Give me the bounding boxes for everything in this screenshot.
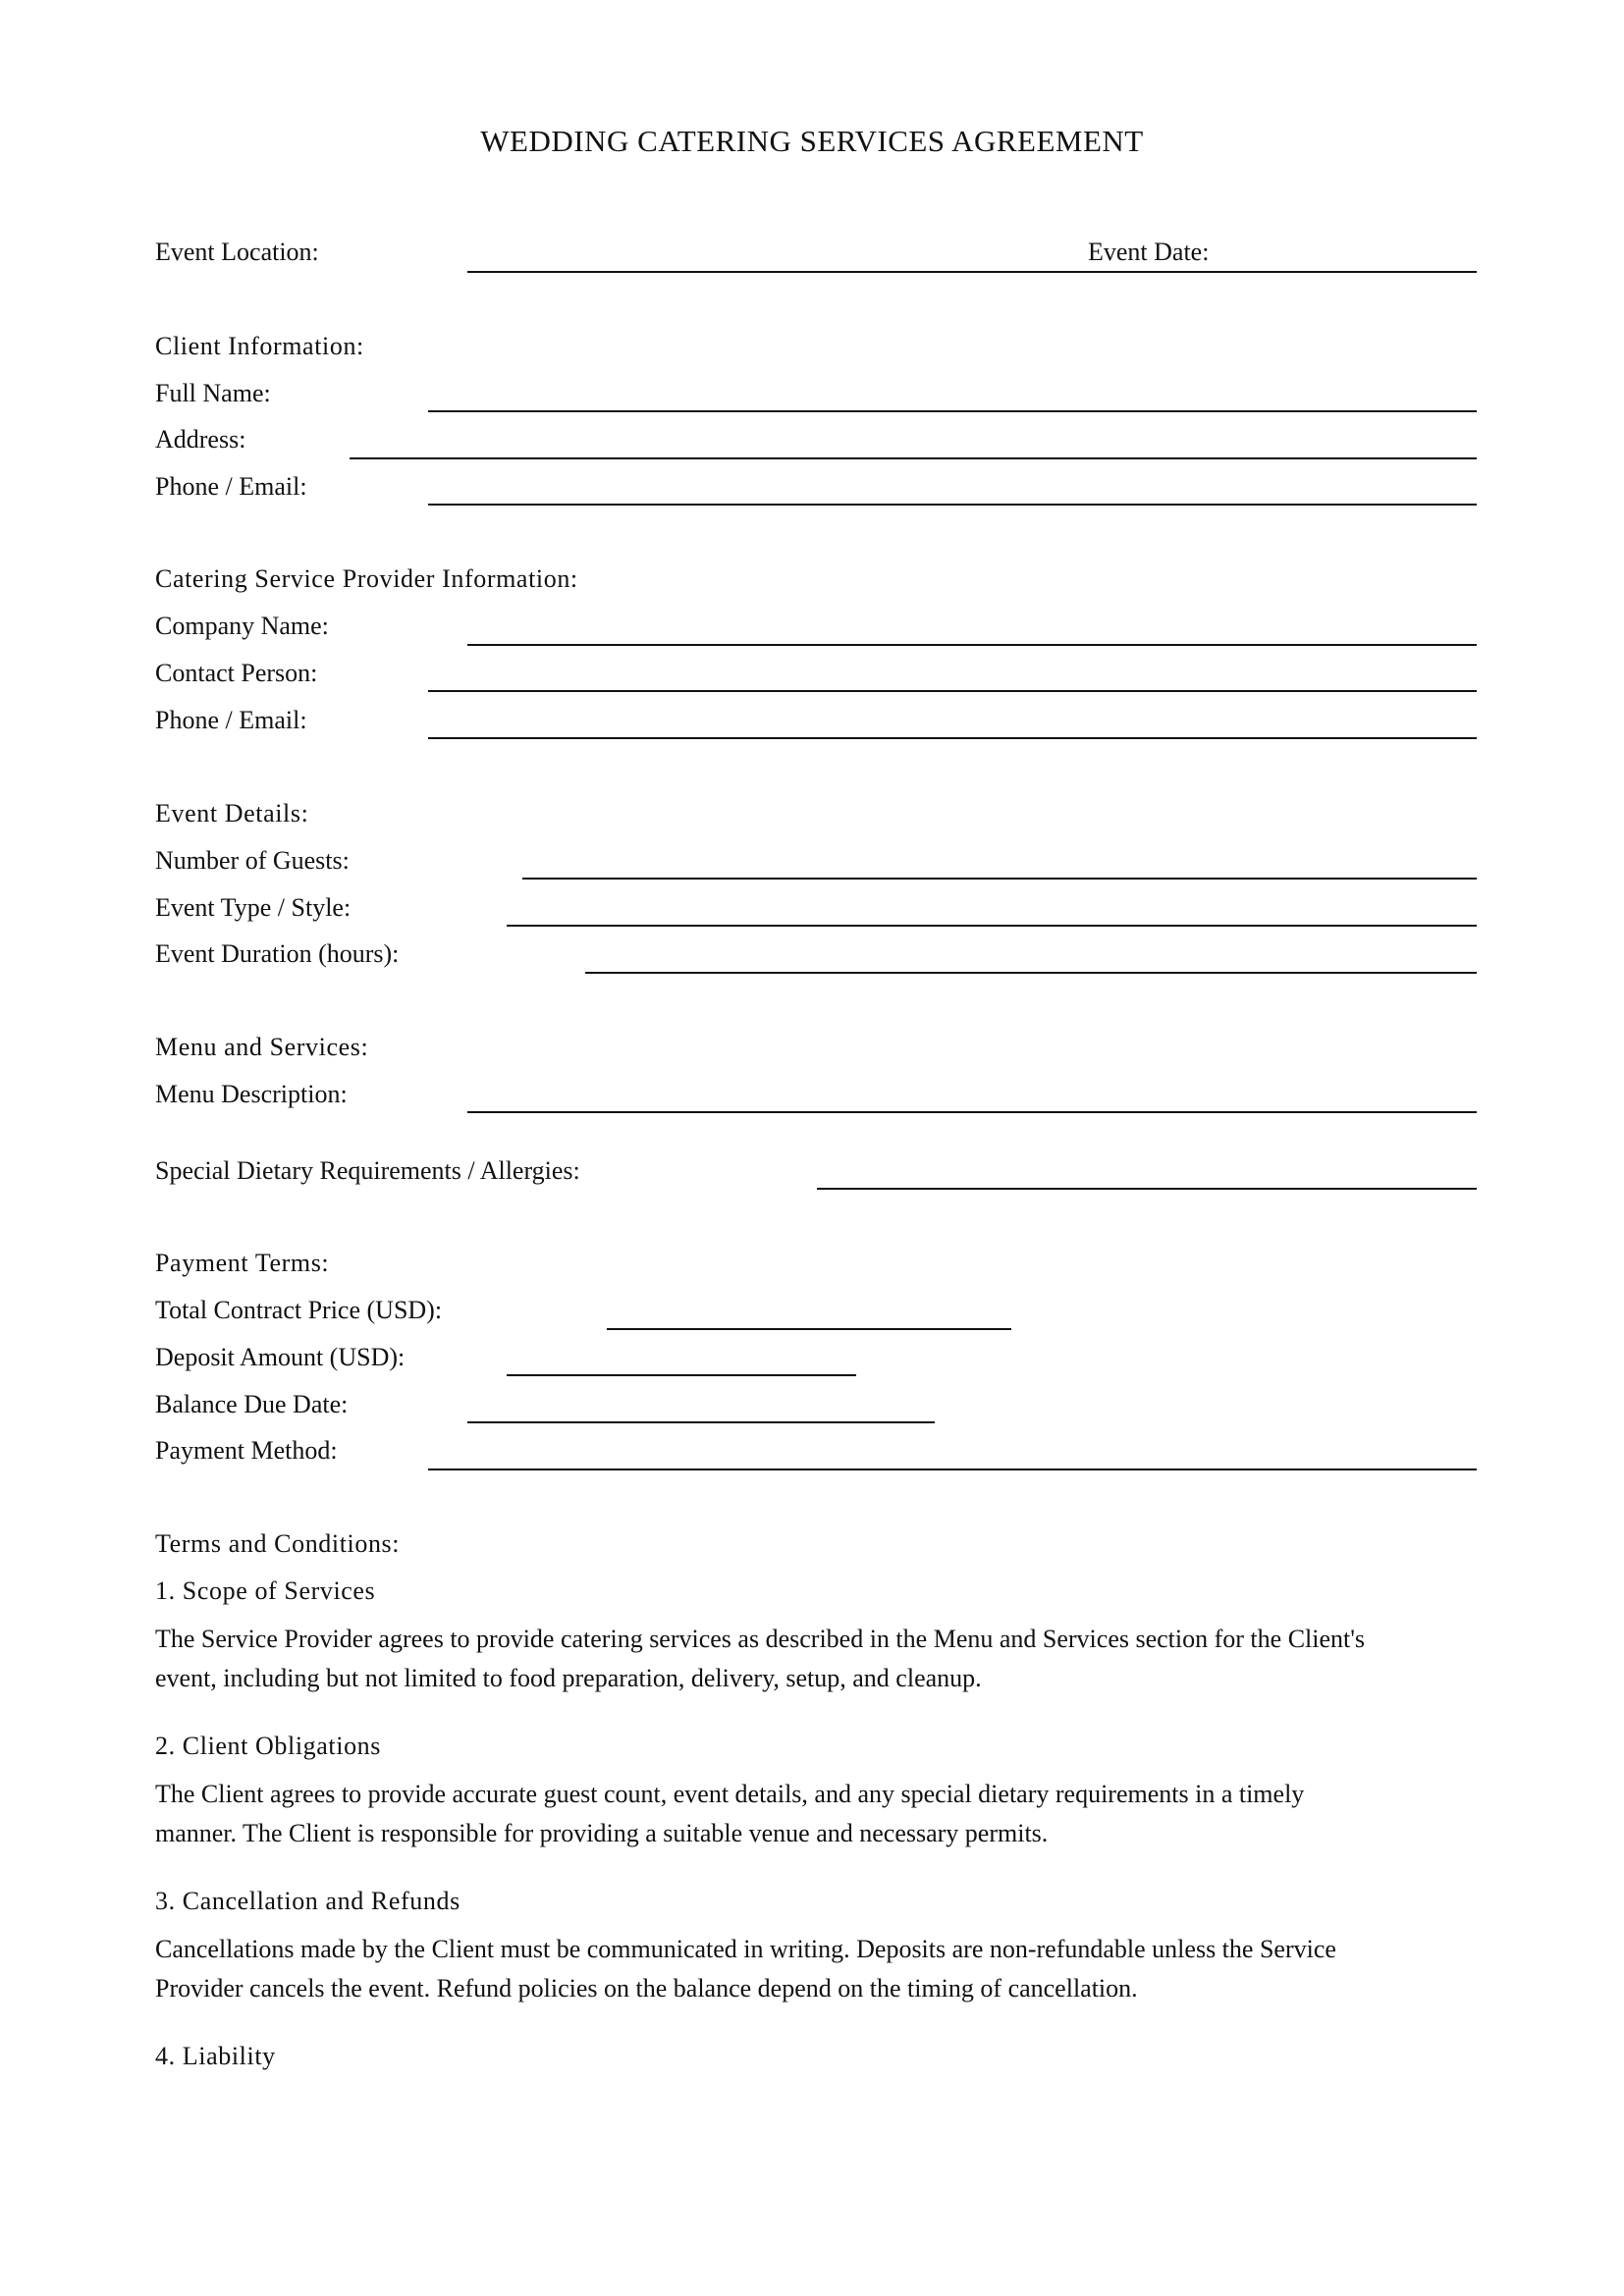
- section-line: Provider cancels the event. Refund policies on the balance depend on the timing of cancellation.: [155, 1974, 1138, 2002]
- provider-contact-person-label: Contact Person:: [155, 659, 318, 687]
- payment-method-label: Payment Method:: [155, 1436, 338, 1465]
- number-of-guests-label: Number of Guests:: [155, 846, 350, 875]
- section-line: The Client agrees to provide accurate guest count, event details, and any special dietary requirements in a timely: [155, 1780, 1305, 1808]
- payment-method-field[interactable]: [428, 1468, 1477, 1470]
- menu-description-label: Menu Description:: [155, 1080, 348, 1108]
- section-line: Cancellations made by the Client must be communicated in writing. Deposits are non-refundable unless the Service: [155, 1935, 1336, 1963]
- event-date-label: Event Date:: [1088, 238, 1210, 266]
- section-line: event, including but not limited to food preparation, delivery, setup, and cleanup.: [155, 1664, 982, 1692]
- event-duration-label: Event Duration (hours):: [155, 939, 400, 968]
- section-text-cancellation: [155, 1930, 1490, 2008]
- section-title-scope: 1. Scope of Services: [155, 1576, 376, 1605]
- deposit-amount-label: Deposit Amount (USD):: [155, 1343, 406, 1371]
- event-type-style-field[interactable]: [507, 925, 1477, 927]
- provider-phone-email-field[interactable]: [428, 737, 1477, 739]
- client-address-label: Address:: [155, 425, 246, 454]
- dietary-requirements-label: Special Dietary Requirements / Allergies:: [155, 1156, 580, 1185]
- section-title-cancellation: 3. Cancellation and Refunds: [155, 1887, 460, 1915]
- total-contract-price-label: Total Contract Price (USD):: [155, 1296, 443, 1324]
- provider-company-name-label: Company Name:: [155, 612, 329, 640]
- number-of-guests-field[interactable]: [522, 878, 1477, 880]
- event-location-label: Event Location:: [155, 238, 319, 266]
- event-type-style-label: Event Type / Style:: [155, 893, 352, 922]
- menu-services-heading: Menu and Services:: [155, 1033, 369, 1061]
- dietary-requirements-field[interactable]: [817, 1188, 1477, 1190]
- section-line: The Service Provider agrees to provide catering services as described in the Menu and Services section for the Client's: [155, 1625, 1366, 1653]
- balance-due-date-field[interactable]: [467, 1421, 935, 1423]
- section-title-liability: 4. Liability: [155, 2042, 276, 2070]
- client-phone-email-field[interactable]: [428, 504, 1477, 506]
- event-location-field[interactable]: [467, 271, 1477, 273]
- balance-due-date-label: Balance Due Date:: [155, 1390, 349, 1418]
- payment-terms-heading: Payment Terms:: [155, 1249, 330, 1277]
- client-phone-email-label: Phone / Email:: [155, 472, 307, 501]
- deposit-amount-field[interactable]: [507, 1374, 856, 1376]
- provider-company-name-field[interactable]: [467, 644, 1477, 646]
- document-title: WEDDING CATERING SERVICES AGREEMENT: [480, 124, 1144, 158]
- total-contract-price-field[interactable]: [607, 1328, 1011, 1330]
- provider-contact-person-field[interactable]: [428, 690, 1477, 692]
- section-line: manner. The Client is responsible for providing a suitable venue and necessary permits.: [155, 1819, 1049, 1847]
- provider-information-heading: Catering Service Provider Information:: [155, 564, 578, 593]
- section-text-client-obligations: [155, 1775, 1490, 1853]
- section-title-client-obligations: 2. Client Obligations: [155, 1732, 381, 1760]
- terms-conditions-heading: Terms and Conditions:: [155, 1529, 401, 1558]
- client-full-name-label: Full Name:: [155, 379, 271, 407]
- section-text-scope: [155, 1620, 1490, 1698]
- client-full-name-field[interactable]: [428, 410, 1477, 412]
- menu-description-field[interactable]: [467, 1111, 1477, 1113]
- client-address-field[interactable]: [350, 457, 1477, 459]
- event-details-heading: Event Details:: [155, 799, 309, 828]
- client-information-heading: Client Information:: [155, 332, 364, 360]
- provider-phone-email-label: Phone / Email:: [155, 706, 307, 734]
- event-duration-field[interactable]: [585, 972, 1477, 974]
